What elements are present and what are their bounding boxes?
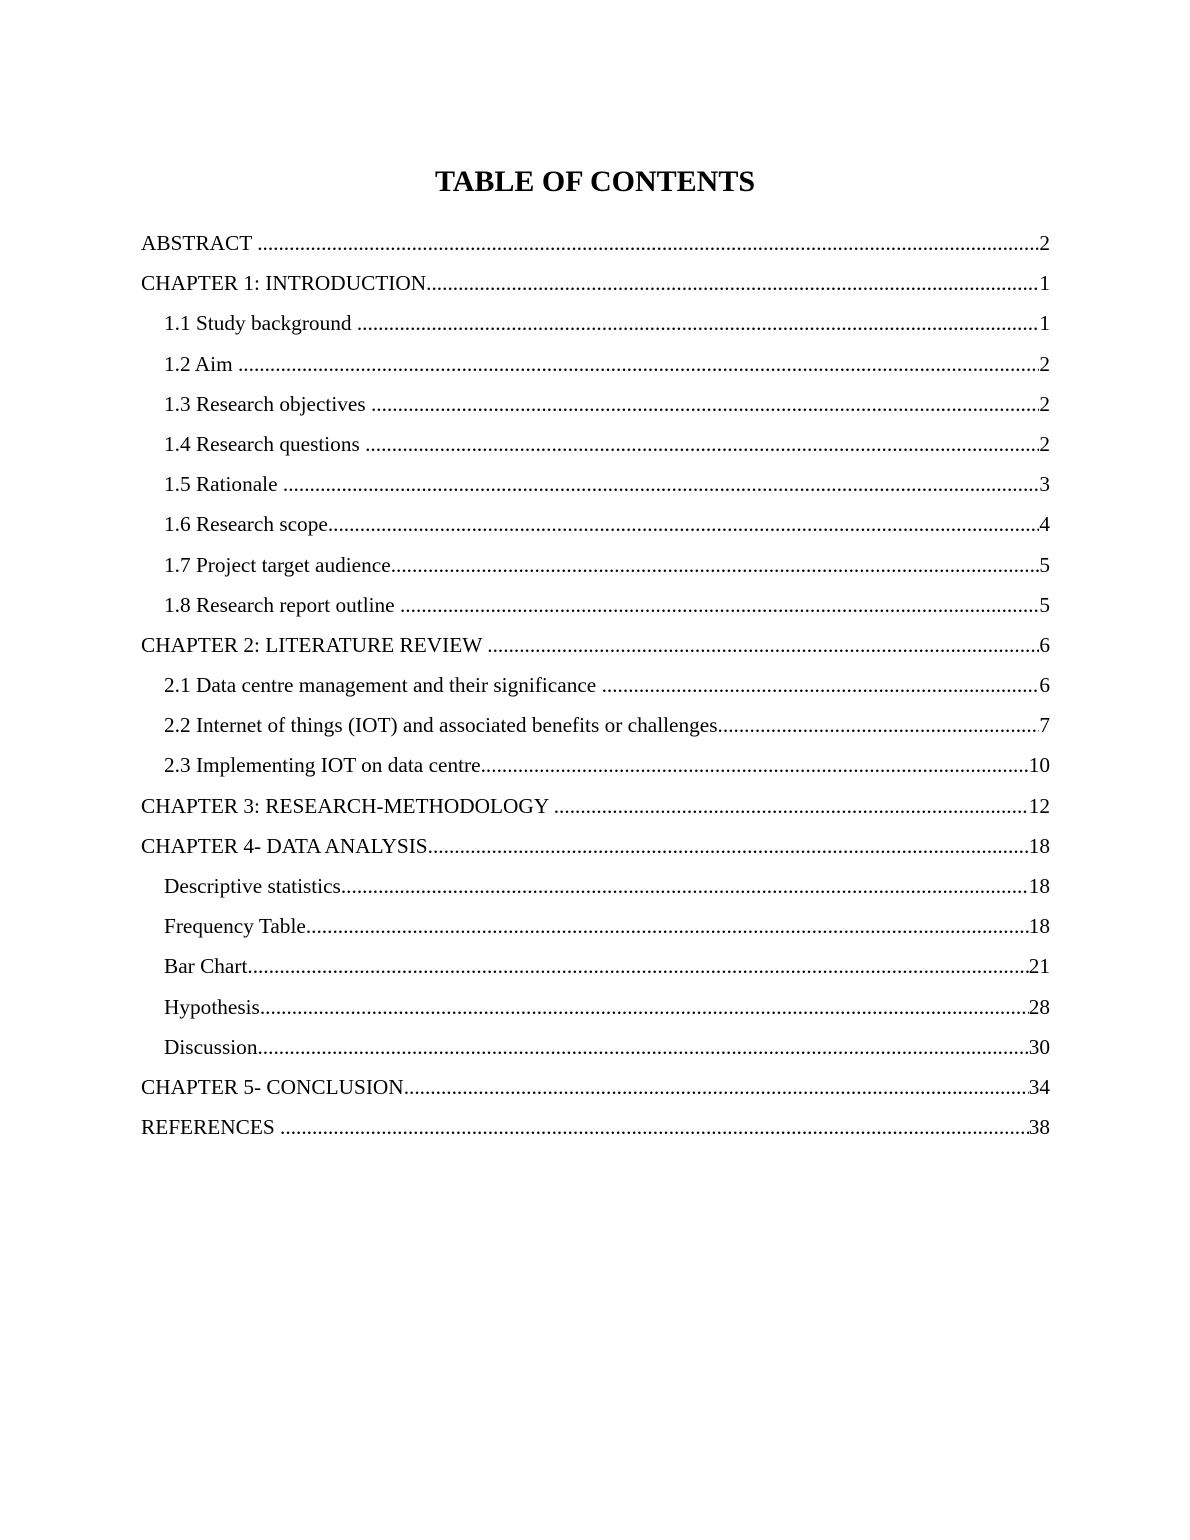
page-title: TABLE OF CONTENTS <box>434 165 756 198</box>
toc-entry-label: 1.4 Research questions <box>164 431 366 456</box>
toc-dot-leader <box>404 1068 1029 1106</box>
toc-entry[interactable] <box>141 626 1050 666</box>
toc-entry-label: 1.7 Project target audience <box>164 552 391 577</box>
toc-entry[interactable] <box>141 746 1050 786</box>
toc-list <box>141 224 1050 1148</box>
toc-dot-leader <box>365 425 1039 463</box>
toc-dot-leader <box>602 666 1040 704</box>
toc-entry[interactable] <box>141 1108 1050 1148</box>
toc-dot-leader <box>481 746 1029 784</box>
toc-entry[interactable] <box>141 1028 1050 1068</box>
toc-entry-label: Frequency Table <box>164 914 306 939</box>
toc-entry-label: 2.2 Internet of things (IOT) and associated benefits or challenges <box>164 713 718 738</box>
toc-dot-leader <box>247 947 1028 985</box>
toc-entry-page-number: 28 <box>1028 994 1050 1019</box>
toc-dot-leader <box>260 988 1029 1026</box>
toc-entry-label: Descriptive statistics <box>164 874 341 898</box>
toc-dot-leader <box>257 224 1039 262</box>
toc-entry[interactable] <box>141 988 1050 1028</box>
toc-entry-page-number: 3 <box>1039 472 1050 497</box>
toc-dot-leader <box>328 505 1040 543</box>
toc-entry-page-number: 1 <box>1039 271 1050 296</box>
toc-entry[interactable] <box>141 465 1050 505</box>
toc-entry-label: CHAPTER 2: LITERATURE REVIEW <box>141 632 488 657</box>
toc-entry-page-number: 18 <box>1028 874 1050 898</box>
toc-dot-leader <box>283 465 1039 503</box>
toc-entry[interactable] <box>141 947 1050 987</box>
toc-entry[interactable] <box>141 304 1050 344</box>
toc-entry-label: CHAPTER 4- DATA ANALYSIS <box>141 833 428 858</box>
toc-entry-page-number: 10 <box>1028 753 1050 778</box>
toc-entry[interactable] <box>141 425 1050 465</box>
toc-entry-page-number: 38 <box>1028 1115 1050 1140</box>
toc-dot-leader <box>238 345 1039 383</box>
toc-entry-page-number: 34 <box>1028 1074 1050 1099</box>
toc-entry-label: CHAPTER 1: INTRODUCTION <box>141 271 427 296</box>
toc-entry-page-number: 7 <box>1039 713 1050 738</box>
toc-dot-leader <box>426 264 1039 302</box>
toc-entry[interactable] <box>141 385 1050 425</box>
toc-entry-page-number: 4 <box>1039 512 1050 537</box>
toc-entry[interactable] <box>141 787 1050 827</box>
toc-entry-page-number: 21 <box>1028 954 1050 979</box>
toc-entry-page-number: 6 <box>1039 673 1050 698</box>
toc-entry[interactable] <box>141 546 1050 586</box>
toc-entry[interactable] <box>141 345 1050 385</box>
toc-entry-label: 2.1 Data centre management and their significance <box>164 673 602 698</box>
toc-entry-page-number: 1 <box>1039 311 1050 336</box>
toc-dot-leader <box>554 787 1029 825</box>
toc-entry[interactable] <box>141 224 1050 264</box>
toc-entry-page-number: 30 <box>1028 1034 1050 1059</box>
toc-entry-page-number: 18 <box>1028 833 1050 858</box>
toc-entry-label: Hypothesis <box>164 994 260 1019</box>
toc-entry-label: 1.1 Study background <box>164 311 357 336</box>
toc-entry-page-number: 5 <box>1039 592 1050 617</box>
toc-entry[interactable] <box>141 264 1050 304</box>
toc-entry-label: ABSTRACT <box>141 231 258 255</box>
toc-dot-leader <box>280 1108 1029 1146</box>
toc-entry-label: REFERENCES <box>141 1115 281 1140</box>
toc-entry-label: 1.8 Research report outline <box>164 592 400 617</box>
toc-entry-page-number: 6 <box>1039 632 1050 657</box>
toc-entry-label: 1.5 Rationale <box>164 472 283 497</box>
toc-dot-leader <box>257 1028 1028 1066</box>
toc-dot-leader <box>487 626 1039 664</box>
toc-dot-leader <box>341 867 1029 905</box>
toc-entry[interactable] <box>141 1068 1050 1108</box>
toc-entry-label: 2.3 Implementing IOT on data centre <box>164 753 481 778</box>
toc-entry[interactable] <box>141 666 1050 706</box>
toc-entry-label: CHAPTER 5- CONCLUSION <box>141 1074 404 1099</box>
toc-entry-label: Discussion <box>164 1034 258 1059</box>
toc-dot-leader <box>357 304 1040 342</box>
toc-entry-label: 1.3 Research objectives <box>164 391 371 416</box>
toc-entry-page-number: 12 <box>1028 793 1050 818</box>
toc-entry-label: 1.2 Aim <box>164 351 238 376</box>
toc-entry-label: Bar Chart <box>164 954 248 979</box>
toc-entry-page-number: 2 <box>1039 431 1050 456</box>
toc-dot-leader <box>428 827 1029 865</box>
toc-entry[interactable] <box>141 505 1050 545</box>
toc-entry[interactable] <box>141 867 1050 907</box>
toc-entry-page-number: 5 <box>1039 552 1050 577</box>
toc-entry[interactable] <box>141 827 1050 867</box>
toc-dot-leader <box>306 907 1029 945</box>
toc-entry[interactable] <box>141 907 1050 947</box>
toc-dot-leader <box>400 586 1039 624</box>
toc-entry-label: CHAPTER 3: RESEARCH-METHODOLOGY <box>141 793 554 818</box>
toc-entry-page-number: 2 <box>1039 231 1050 255</box>
toc-entry-label: 1.6 Research scope <box>164 512 328 537</box>
toc-dot-leader <box>371 385 1039 423</box>
toc-entry[interactable] <box>141 706 1050 746</box>
toc-entry[interactable] <box>141 586 1050 626</box>
toc-entry-page-number: 18 <box>1028 914 1050 939</box>
toc-dot-leader <box>718 706 1040 744</box>
toc-dot-leader <box>391 546 1040 584</box>
toc-entry-page-number: 2 <box>1039 391 1050 416</box>
toc-entry-page-number: 2 <box>1039 351 1050 376</box>
